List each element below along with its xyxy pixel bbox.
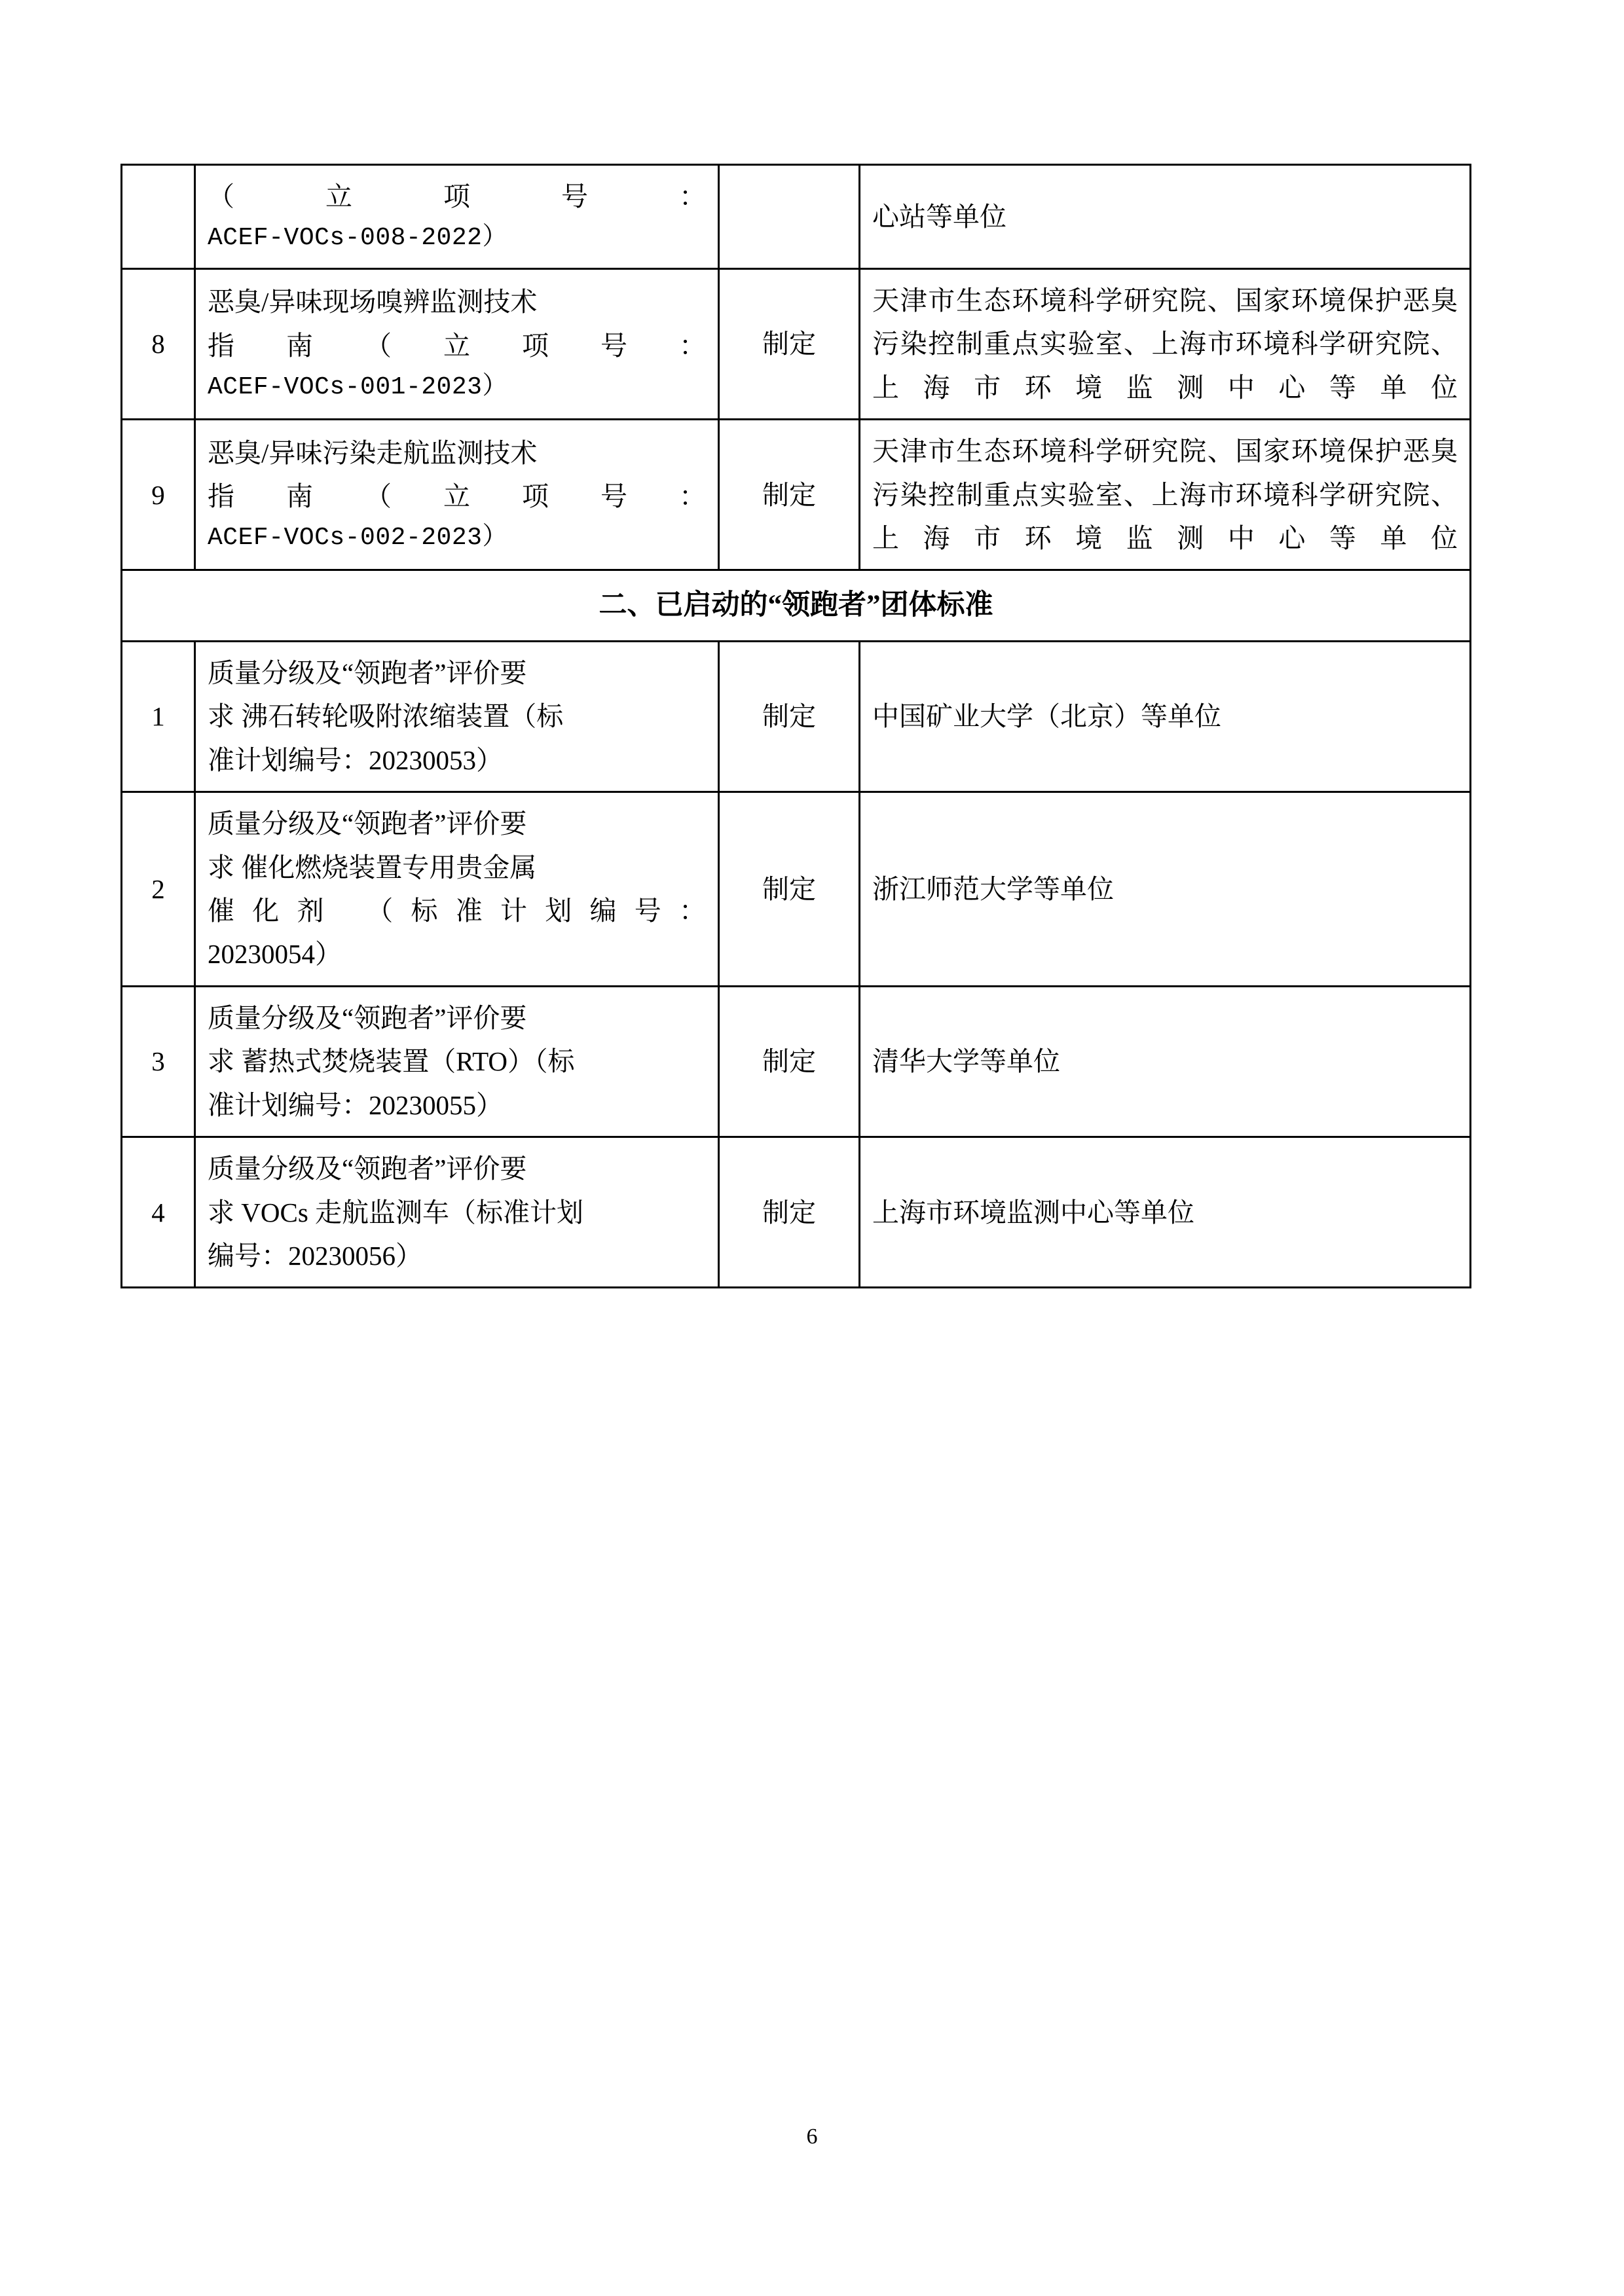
name-line: 质量分级及“领跑者”评价要 xyxy=(208,658,527,689)
name-line: 质量分级及“领跑者”评价要 xyxy=(208,1154,527,1184)
section-title: 二、已启动的“领跑者”团体标准 xyxy=(122,570,1471,642)
row-number: 3 xyxy=(122,986,195,1137)
name-line: （ 立 项 号 ： xyxy=(208,181,706,211)
name-line: 准计划编号：20230055） xyxy=(208,1089,503,1120)
row-unit: 天津市生态环境科学研究院、国家环境保护恶臭污染控制重点实验室、上海市环境科学研究院、上海市环境监测中心等单位 xyxy=(860,420,1471,570)
row-unit: 心站等单位 xyxy=(860,165,1471,269)
name-line: 编号：20230056） xyxy=(208,1240,422,1271)
row-number: 8 xyxy=(122,268,195,419)
name-line: ACEF-VOCs-008-2022） xyxy=(208,224,507,253)
row-type: 制定 xyxy=(719,420,860,570)
table-section-header-row xyxy=(122,570,1471,642)
name-line: 恶臭/异味现场嗅辨监测技术 xyxy=(208,287,538,318)
row-unit: 上海市环境监测中心等单位 xyxy=(860,1137,1471,1288)
row-standard-name xyxy=(195,1137,719,1288)
row-number: 1 xyxy=(122,642,195,792)
row-unit: 天津市生态环境科学研究院、国家环境保护恶臭污染控制重点实验室、上海市环境科学研究院、上海市环境监测中心等单位 xyxy=(860,268,1471,419)
table-row xyxy=(122,642,1471,792)
name-line: 求 沸石转轮吸附浓缩装置（标 xyxy=(208,701,564,732)
row-number: 2 xyxy=(122,792,195,987)
name-line: 求 催化燃烧装置专用贵金属 xyxy=(208,852,537,883)
table-row xyxy=(122,1137,1471,1288)
row-unit: 浙江师范大学等单位 xyxy=(860,792,1471,987)
row-standard-name xyxy=(195,268,719,419)
row-type: 制定 xyxy=(719,792,860,987)
name-line: 质量分级及“领跑者”评价要 xyxy=(208,1002,527,1033)
row-standard-name xyxy=(195,986,719,1137)
table-row xyxy=(122,268,1471,419)
row-number xyxy=(122,165,195,269)
name-line: 恶臭/异味污染走航监测技术 xyxy=(208,437,538,468)
row-standard-name xyxy=(195,165,719,269)
table-row xyxy=(122,986,1471,1137)
name-line: 质量分级及“领跑者”评价要 xyxy=(208,809,527,839)
name-line: 催化剂 （标准计划编号： xyxy=(208,896,706,926)
page-number: 6 xyxy=(806,2124,818,2149)
name-line: 求 VOCs 走航监测车（标准计划 xyxy=(208,1197,584,1228)
row-standard-name xyxy=(195,420,719,570)
row-type: 制定 xyxy=(719,642,860,792)
row-type: 制定 xyxy=(719,1137,860,1288)
row-unit: 中国矿业大学（北京）等单位 xyxy=(860,642,1471,792)
name-line: 求 蓄热式焚烧装置（RTO）（标 xyxy=(208,1046,575,1077)
name-line: 指 南 （ 立 项 号 ： xyxy=(208,481,706,511)
row-standard-name xyxy=(195,642,719,792)
name-line: ACEF-VOCs-002-2023） xyxy=(208,524,507,553)
row-number: 9 xyxy=(122,420,195,570)
row-number: 4 xyxy=(122,1137,195,1288)
name-line: 指 南 （ 立 项 号 ： xyxy=(208,330,706,361)
row-type: 制定 xyxy=(719,268,860,419)
row-standard-name xyxy=(195,792,719,987)
row-type xyxy=(719,165,860,269)
name-line: 20230054） xyxy=(208,939,342,970)
row-unit: 清华大学等单位 xyxy=(860,986,1471,1137)
table-row xyxy=(122,420,1471,570)
name-line: ACEF-VOCs-001-2023） xyxy=(208,373,507,402)
row-type: 制定 xyxy=(719,986,860,1137)
name-line: 准计划编号：20230053） xyxy=(208,744,503,775)
standards-table xyxy=(120,164,1471,1288)
table-row xyxy=(122,165,1471,269)
table-row xyxy=(122,792,1471,987)
